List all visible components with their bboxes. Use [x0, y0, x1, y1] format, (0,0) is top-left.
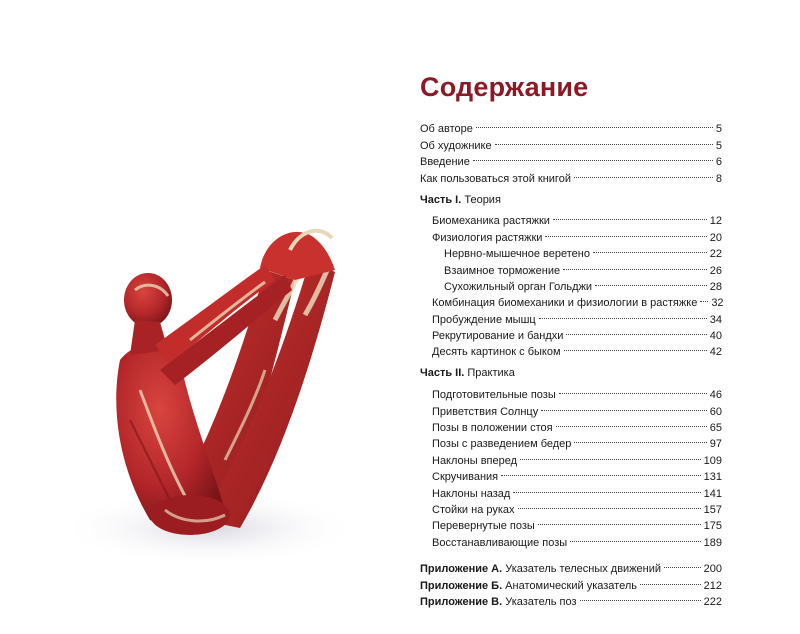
toc-entry-label: Введение	[420, 156, 470, 169]
toc-part1-prefix: Часть I.	[420, 193, 462, 206]
toc-entry-label: Рекрутирование и бандхи	[432, 330, 564, 343]
toc-entry-label: Десять картинок с быком	[432, 346, 561, 359]
toc-entry-label: Восстанавливающие позы	[432, 536, 568, 549]
toc-entry-label: Скручивания	[432, 471, 499, 484]
toc-entry-leader-dots	[640, 572, 701, 588]
toc-entry-label: Об авторе	[420, 123, 473, 136]
toc-entry-leader-dots	[574, 165, 713, 181]
toc-title: Содержание	[420, 72, 589, 102]
toc-entry-name: Указатель поз	[502, 595, 577, 608]
toc-entry-leader-dots	[553, 208, 707, 224]
toc-entry-page: 6	[715, 156, 722, 169]
toc-entry-leader-dots	[580, 589, 701, 605]
toc-entry-leader-dots	[700, 290, 708, 306]
toc-entry-leader-dots	[541, 398, 707, 414]
toc-entry-page: 46	[709, 389, 722, 402]
toc-entry-label: Нервно-мышечное веретено	[444, 248, 590, 261]
toc-entry-leader-dots	[476, 116, 713, 132]
toc-entry-label: Подготовительные позы	[432, 389, 556, 402]
toc-entry-page: 141	[703, 487, 722, 500]
toc-part2-name: Практика	[464, 367, 515, 380]
toc-entry-page: 20	[709, 231, 722, 244]
toc-entry-leader-dots	[595, 274, 707, 290]
toc-entry-leader-dots	[538, 513, 701, 529]
toc-entry-page: 34	[709, 313, 722, 326]
toc-entry-leader-dots	[518, 497, 701, 513]
toc-entry-label: Позы с разведением бедер	[432, 438, 572, 451]
toc-entry-leader-dots	[513, 480, 700, 496]
toc-entry-label: Позы в положении стоя	[432, 422, 553, 435]
toc-entry-label	[420, 594, 577, 610]
toc-entry-leader-dots	[593, 241, 707, 257]
toc-entry-page: 200	[703, 563, 722, 576]
toc-entry-leader-dots	[501, 464, 701, 480]
table-of-contents	[420, 70, 724, 608]
toc-part1-heading[interactable]	[420, 192, 722, 208]
toc-entry-page: 40	[709, 330, 722, 343]
anatomy-figure-illustration	[60, 210, 380, 570]
toc-entry-page: 65	[709, 422, 722, 435]
toc-entry-label: Биомеханика растяжки	[432, 215, 550, 228]
toc-entry-leader-dots	[570, 529, 700, 545]
toc-entry-label: Перевернутые позы	[432, 520, 535, 533]
toc-entry-leader-dots	[539, 306, 707, 322]
toc-entry-page: 97	[709, 438, 722, 451]
toc-entry-page: 5	[715, 123, 722, 136]
toc-entry[interactable]	[420, 208, 722, 228]
toc-entry-page: 8	[715, 172, 722, 185]
toc-part2-heading[interactable]	[420, 365, 722, 381]
toc-entry-prefix: Приложение Б.	[420, 579, 503, 592]
toc-entry-page: 5	[715, 139, 722, 152]
toc-entry-leader-dots	[563, 257, 707, 273]
toc-entry[interactable]	[420, 116, 722, 136]
toc-entry-label: Наклоны назад	[432, 487, 511, 500]
toc-entry-leader-dots	[566, 323, 706, 339]
toc-entry-name: Анатомический указатель	[502, 579, 637, 592]
toc-entry-page: 28	[709, 280, 722, 293]
toc-entry-leader-dots	[559, 382, 707, 398]
toc-entry-label: Стойки на руках	[432, 503, 515, 516]
toc-entry-page: 222	[703, 595, 722, 608]
toc-entry-leader-dots	[520, 447, 701, 463]
toc-entry-leader-dots	[545, 224, 706, 240]
toc-entry-label: Наклоны вперед	[432, 454, 518, 467]
toc-entry-page: 26	[709, 264, 722, 277]
toc-part2-prefix: Часть II.	[420, 367, 465, 380]
toc-entry-prefix: Приложение А.	[420, 563, 503, 576]
toc-front-matter	[420, 116, 722, 185]
toc-part1-name: Теория	[461, 193, 501, 206]
toc-entry-leader-dots	[574, 431, 706, 447]
toc-entry-page: 42	[709, 346, 722, 359]
toc-entry[interactable]	[420, 382, 722, 402]
toc-appendices	[420, 556, 722, 608]
toc-entry-label	[420, 561, 661, 577]
toc-entry-leader-dots	[495, 132, 713, 148]
toc-entry-page: 157	[703, 503, 722, 516]
toc-entry-page: 212	[703, 579, 722, 592]
toc-part1-list	[420, 208, 724, 359]
toc-entry-page: 60	[709, 405, 722, 418]
toc-entry-leader-dots	[664, 556, 701, 572]
toc-entry-label: Комбинация биомеханики и физиологии в растяжке	[432, 297, 698, 310]
toc-entry-page: 22	[709, 248, 722, 261]
toc-entry-label: Об художнике	[420, 139, 492, 152]
toc-entry-prefix: Приложение В.	[420, 595, 503, 608]
toc-part2-list	[420, 382, 722, 549]
toc-entry-label: Пробуждение мышц	[432, 313, 536, 326]
toc-entry-label: Приветствия Солнцу	[432, 405, 539, 418]
toc-entry-label: Физиология растяжки	[432, 231, 543, 244]
toc-entry-page: 32	[711, 297, 724, 310]
toc-entry-leader-dots	[556, 415, 707, 431]
toc-entry-page: 109	[703, 454, 722, 467]
toc-entry-label: Как пользоваться этой книгой	[420, 172, 571, 185]
toc-entry[interactable]	[420, 556, 722, 576]
toc-entry-label: Взаимное торможение	[444, 264, 561, 277]
toc-entry-leader-dots	[564, 339, 707, 355]
toc-entry-page: 189	[703, 536, 722, 549]
toc-entry-page: 12	[709, 215, 722, 228]
toc-entry-leader-dots	[473, 149, 713, 165]
toc-entry-label: Сухожильный орган Гольджи	[444, 280, 593, 293]
toc-entry-page: 131	[703, 471, 722, 484]
toc-entry-name: Указатель телесных движений	[502, 563, 662, 576]
toc-entry-page: 175	[703, 520, 722, 533]
